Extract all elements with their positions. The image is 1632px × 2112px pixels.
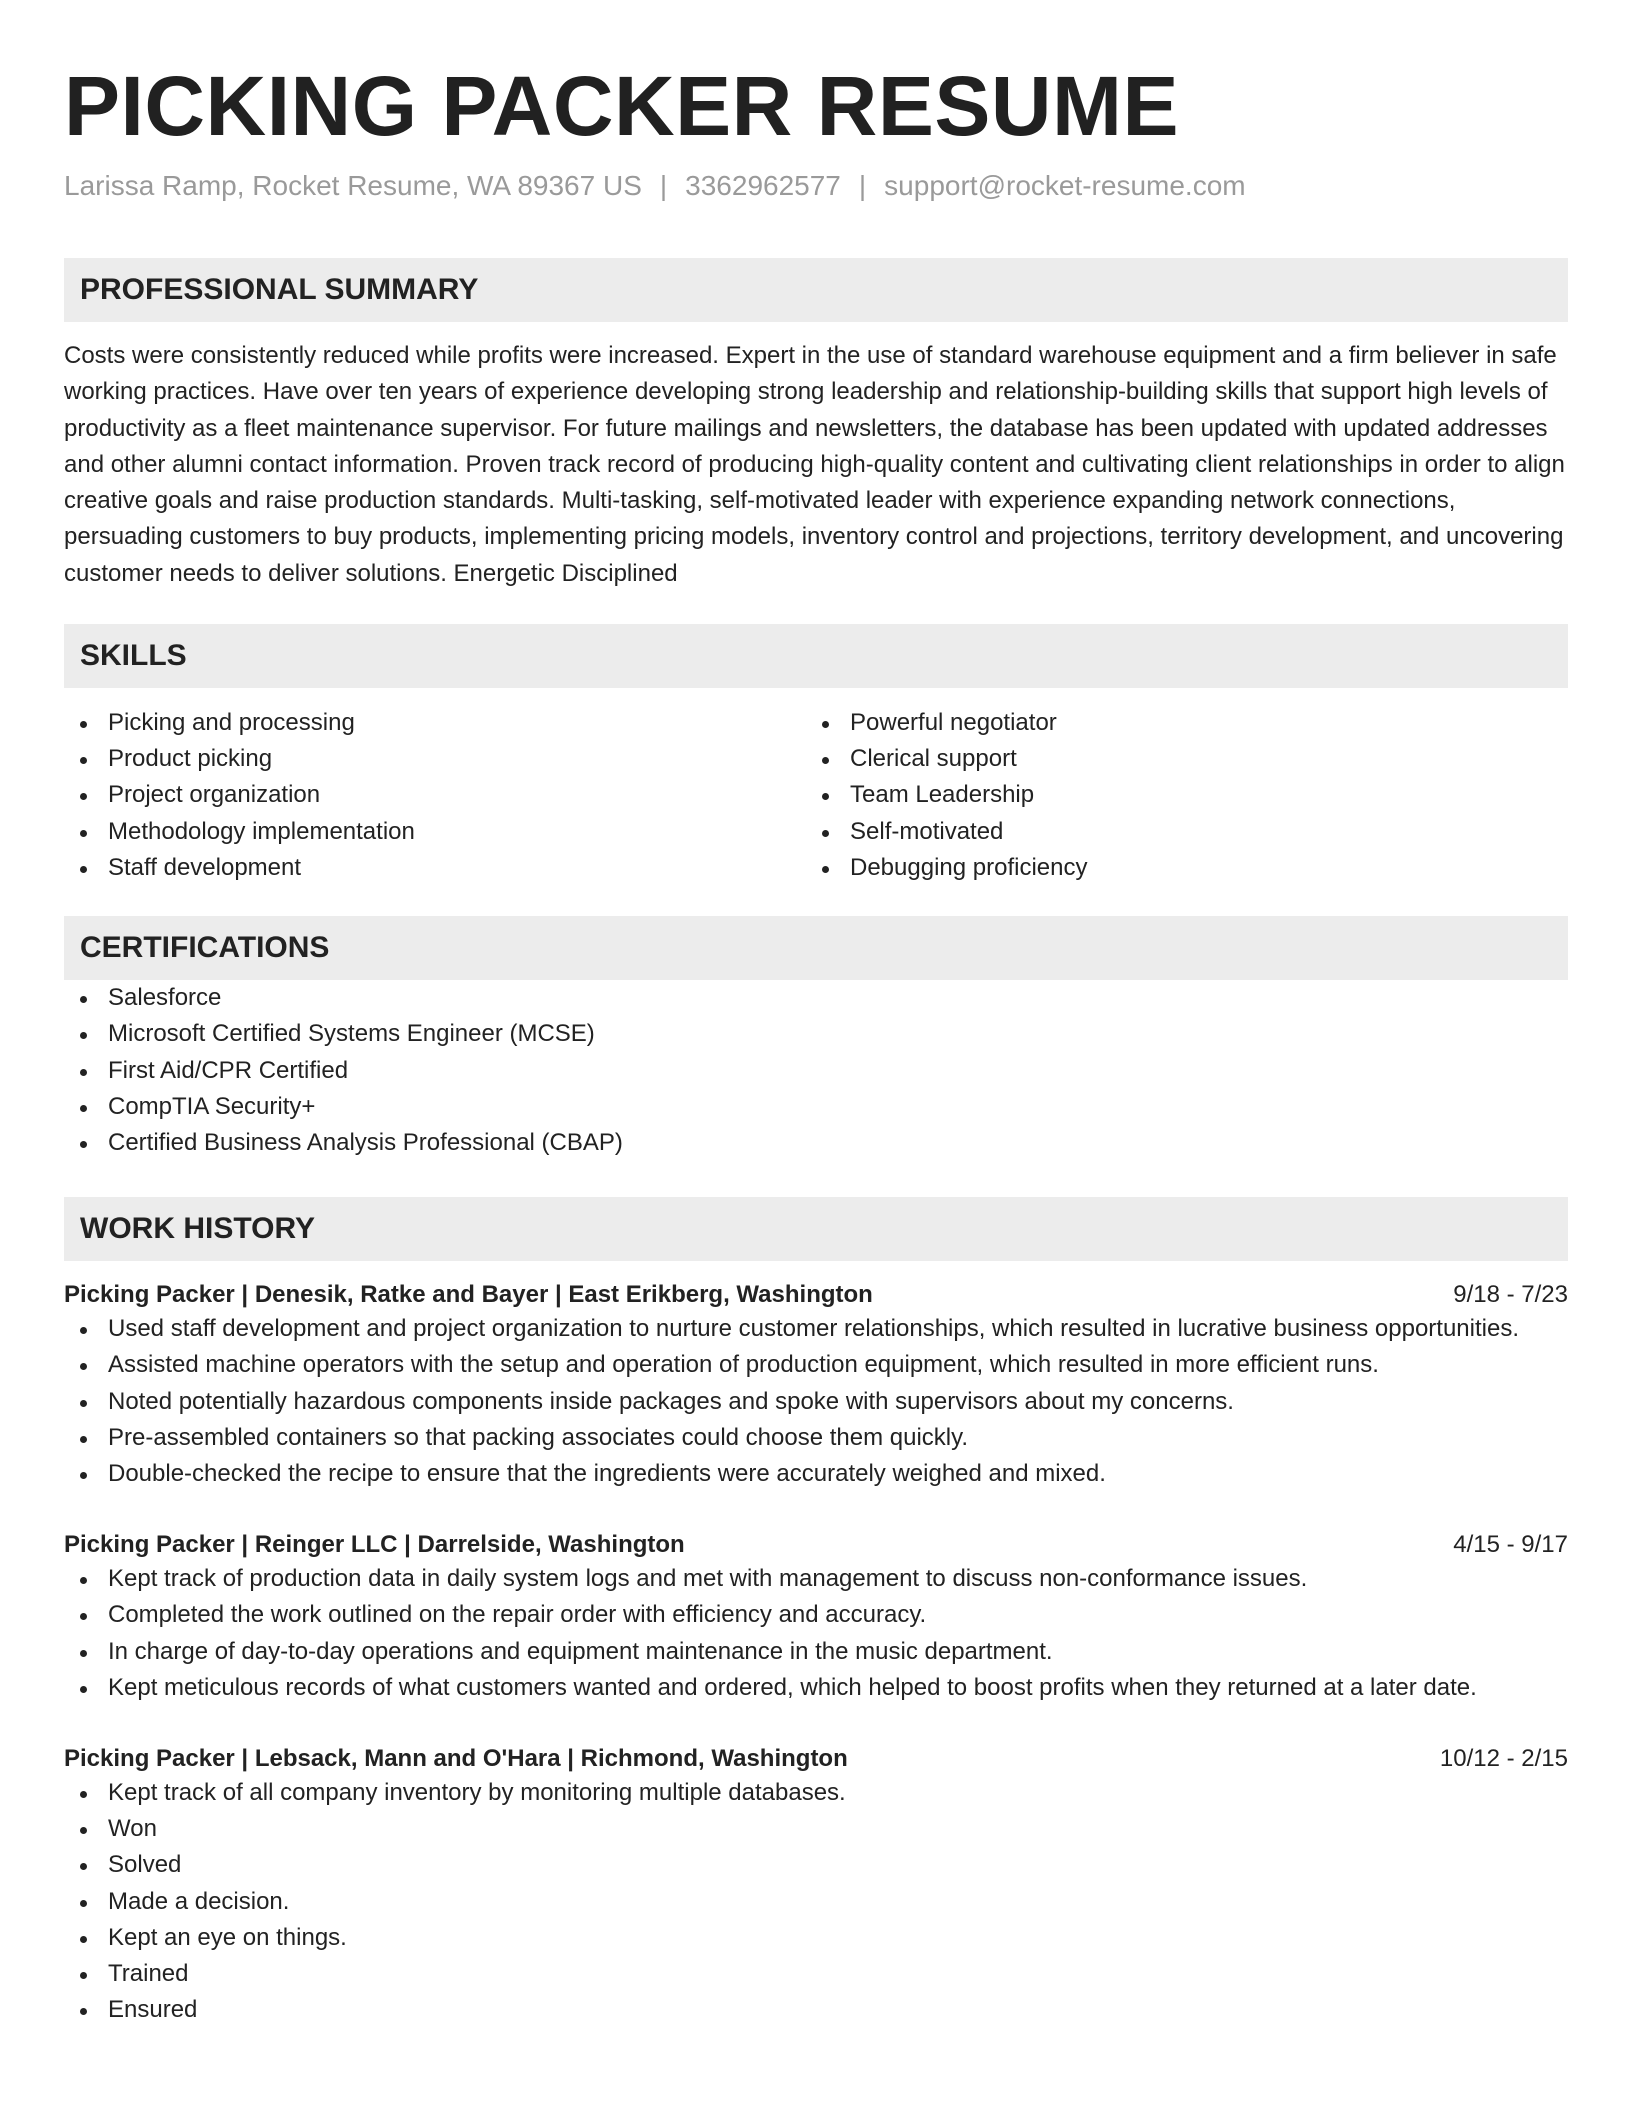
contact-line: [64, 168, 1568, 204]
job-bullet: Solved: [64, 1847, 1568, 1883]
job-dates: 10/12 - 2/15: [1439, 1744, 1568, 1772]
job-bullet: Trained: [64, 1956, 1568, 1992]
job-bullet: Completed the work outlined on the repair order with efficiency and accuracy.: [64, 1597, 1568, 1633]
resume-title: PICKING PACKER RESUME: [64, 59, 1180, 153]
job-bullet-list: [64, 1311, 1568, 1492]
job-bullet: Made a decision.: [64, 1884, 1568, 1920]
skill-item: Methodology implementation: [64, 814, 806, 850]
job-bullet: Double-checked the recipe to ensure that the ingredients were accurately weighed and mixed.: [64, 1456, 1568, 1492]
job-title: Picking Packer | Denesik, Ratke and Bayer | East Erikberg, Washington: [64, 1281, 873, 1309]
job-bullet: Pre-assembled containers so that packing associates could choose them quickly.: [64, 1420, 1568, 1456]
certifications-list: [64, 980, 1568, 1161]
skill-item: Debugging proficiency: [806, 850, 1548, 886]
job-header: [64, 1279, 1568, 1311]
contact-separator: |: [659, 170, 668, 201]
skills-column-right: [806, 705, 1548, 886]
section-heading-summary: PROFESSIONAL SUMMARY: [64, 258, 1568, 322]
skills-list-right: [806, 705, 1548, 886]
skills-grid: [64, 705, 1568, 886]
section-heading-skills: SKILLS: [64, 624, 1568, 688]
summary-text: Costs were consistently reduced while profits were increased. Expert in the use of standard warehouse equipment and a firm believer in safe working practices. Have over ten years of experience developing strong leadership and relationship-building skills that support high levels of productivity as a fleet maintenance supervisor. For future mailings and newsletters, the database has been updated with updated addresses and other alumni contact information. Proven track record of producing high-quality content and cultivating client relationships in order to align creative goals and raise production standards. Multi-tasking, self-motivated leader with experience expanding network connections, persuading customers to buy products, implementing pricing models, inventory control and projections, territory development, and uncovering customer needs to deliver solutions. Energetic Disciplined: [64, 342, 1565, 587]
certification-item: Microsoft Certified Systems Engineer (MCSE): [64, 1016, 1568, 1052]
job-bullet: Kept an eye on things.: [64, 1920, 1568, 1956]
job-bullet: Won: [64, 1811, 1568, 1847]
skill-item: Picking and processing: [64, 705, 806, 741]
skills-column-left: [64, 705, 806, 886]
resume-page: [64, 0, 1568, 2028]
job-header: [64, 1743, 1568, 1775]
section-heading-work-history: WORK HISTORY: [64, 1197, 1568, 1261]
job-bullet: In charge of day-to-day operations and equipment maintenance in the music department.: [64, 1634, 1568, 1670]
skill-item: Self-motivated: [806, 814, 1548, 850]
skill-item: Product picking: [64, 741, 806, 777]
job-header: [64, 1529, 1568, 1561]
skill-item: Team Leadership: [806, 777, 1548, 813]
contact-phone: 3362962577: [685, 170, 841, 201]
job-bullet: Used staff development and project organization to nurture customer relationships, which resulted in lucrative business opportunities.: [64, 1311, 1568, 1347]
job-bullet: Kept track of production data in daily system logs and met with management to discuss non-conformance issues.: [64, 1561, 1568, 1597]
skill-item: Powerful negotiator: [806, 705, 1548, 741]
certification-item: First Aid/CPR Certified: [64, 1053, 1568, 1089]
contact-separator: |: [858, 170, 867, 201]
contact-email: support@rocket-resume.com: [884, 170, 1246, 201]
job-title: Picking Packer | Lebsack, Mann and O'Hara | Richmond, Washington: [64, 1744, 848, 1772]
job-dates: 4/15 - 9/17: [1453, 1531, 1568, 1559]
job-bullet: Kept meticulous records of what customers wanted and ordered, which helped to boost profits when they returned at a later date.: [64, 1670, 1568, 1706]
job-bullet: Assisted machine operators with the setup and operation of production equipment, which resulted in more efficient runs.: [64, 1347, 1568, 1383]
job-bullet-list: [64, 1561, 1568, 1706]
certification-item: CompTIA Security+: [64, 1089, 1568, 1125]
contact-address: Larissa Ramp, Rocket Resume, WA 89367 US: [64, 170, 642, 201]
skill-item: Staff development: [64, 850, 806, 886]
job-bullet-list: [64, 1775, 1568, 2028]
skills-list-left: [64, 705, 806, 886]
job-bullet: Ensured: [64, 1992, 1568, 2028]
job-title: Picking Packer | Reinger LLC | Darrelside, Washington: [64, 1531, 685, 1559]
job-dates: 9/18 - 7/23: [1453, 1281, 1568, 1309]
job-bullet: Kept track of all company inventory by monitoring multiple databases.: [64, 1775, 1568, 1811]
section-heading-certifications: CERTIFICATIONS: [64, 916, 1568, 980]
job-bullet: Noted potentially hazardous components inside packages and spoke with supervisors about my concerns.: [64, 1384, 1568, 1420]
certification-item: Certified Business Analysis Professional (CBAP): [64, 1125, 1568, 1161]
certification-item: Salesforce: [64, 980, 1568, 1016]
skill-item: Clerical support: [806, 741, 1548, 777]
skill-item: Project organization: [64, 777, 806, 813]
